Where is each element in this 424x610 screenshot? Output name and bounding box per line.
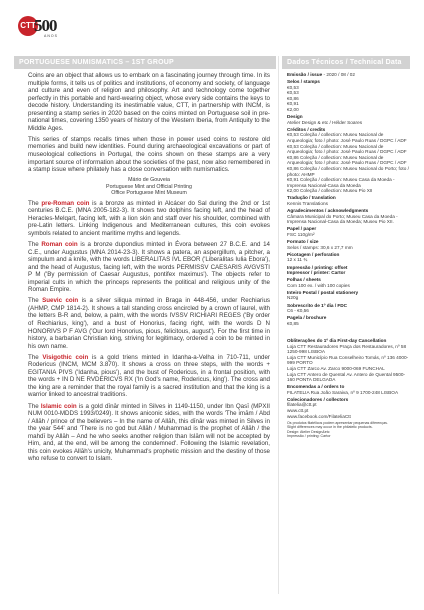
intro-paragraph-2: This series of stamps recalls times when those in power used coins to restore old memories and build new identities. Found during archaeological excavations or part of museological collections in Portugal, the coins shown on these stamps are a very important source of information about the societies of the past, now also remembered in a stamp issue where philately has a close conversation with numismatics. (28, 135, 270, 174)
coin-paragraph-islamic: The Islamic coin is a gold dīnār minted in Silves in 1149-1150, under Ibn Qasī (MPXII NUM 0010-MDDS 1993/0249). It shows aniconic sides, with the words 'The imām / Abd / Allāh / prince of the believers – In the name of Allāh, this dīnār was minted in Silves in the year 544' and 'There is no god but Allāh / Muhammad is the prophet of Allāh / the mahdī by Allāh – And he who seeks another religion than Islām will not be accepted by Him, and, at the end, will be among the condemned'. Following the Islamic revelation, this coin evokes Allāh's unicity, Muhammad's prophetic mission and the destiny of those who refuse to convert to Islam. (28, 402, 271, 463)
stamp-value: €0,53 (287, 90, 299, 96)
credit-line: €0,86 Coleção / collection: Museu Nacional do Porto; foto / photo: AHMP (287, 166, 409, 177)
coin-paragraph-suevic: The Suevic coin is a silver siliqua minted in Braga in 448-456, under Rechiarius (AHMP, CMP 1814-2). It shows a tall standing cross encircled by a crown of laurel, with the letters B-R and, below, a palm, with the words IVSSV RICHIARI REGES ('By order of Rechiarius, king'), and a bust of Honorius, facing right, with the words D N HONORIVS P F AVG ('Our lord Honorius, pious, felicitous, august'). For the first time in history, a barbarian Christian king, striving for legitimacy, ordered a coin to be minted in his own name. (28, 297, 270, 350)
credit-line: €0,53 Coleção / collection: Museu Nacional de Arqueologia; foto / photo: José Paulo Ruas / DGPC / ADF (287, 143, 407, 155)
logo-suffix: ANOS (44, 34, 58, 38)
coin-name: Suevic coin (42, 297, 79, 305)
shop-address: Loja CTT Restauradores Praça dos Restauradores, nº 58 1250-998 LISBOA (287, 343, 407, 355)
coin-name: Visigothic coin (42, 353, 89, 361)
section-title: PORTUGUESE NUMISMATICS – 1ST GROUP (19, 59, 174, 66)
sheets: Folhas / sheets Com 100 ex. / with 100 copies (287, 277, 350, 288)
coin-name: Roman coin (41, 241, 78, 249)
article-column (28, 72, 270, 466)
size: Formato / size Selos / stamps: 30,6 x 27,7 mm (287, 239, 353, 250)
credit-line: €0,91 Coleção / collection: Museu Casa da Moeda - Imprensa Nacional-Casa da Moeda (287, 177, 395, 188)
column-divider (278, 56, 279, 594)
collectors-email: filatelia@ctt.pt (287, 402, 317, 408)
collectors: Colecionadores / collectors filatelia@ctt.pt www.ctt.pt www.facebook.com/FilateliaCtt (287, 397, 409, 419)
collectors-website: www.ctt.pt (287, 408, 309, 414)
stamp-value: €2,00 (287, 107, 299, 113)
postal-stationery: Inteiro Postal / postal stationery N20g (287, 289, 359, 301)
credit-line: €2,00 Coleção / collection: Museu Pio XII (287, 188, 373, 194)
left-header-band (14, 56, 276, 69)
coin-name: pre-Roman coin (41, 199, 90, 207)
perforation: Picotagem / perforation 12 x 11 ¾ (287, 251, 340, 263)
fdc: Sobrescrito de 1º dia / FDC C6 - €0,56 (287, 302, 348, 314)
signature-name: Mário de Gouveia (128, 177, 170, 184)
right-header-band (282, 56, 410, 69)
stamps-list: Selos / stamps €0,53 €0,53 €0,86 €0,91 €2,00 (287, 79, 409, 113)
orders: Encomendas a / orders to FILATELIA Rua João Saraiva, nº 9 1700-248 LISBOA (287, 384, 399, 395)
ctt-500-anos-logo (18, 16, 64, 40)
coin-name: Islamic coin (40, 402, 77, 410)
coin-paragraph-pre-roman: The pre-Roman coin is a bronze as minted in Alcácer do Sal during the 2nd or 1st centuries B.C.E. (MNA 2005-182-3). It shows two dolphins facing left, and the head of Heracles-Melqart, facing left, with a lion skin and staff over his shoulder, combined with pre-Latin letters. Linking Indigenous and Mediterranean cultures, this coin evokes symbols related to ancient maritime myths and legends. (28, 199, 270, 238)
stamp-value: €0,86 (287, 95, 299, 101)
logo-number: 500 (34, 16, 57, 35)
technical-data-column (287, 72, 409, 440)
intro-paragraph-1: Coins are an object that allows us to embark on a fascinating journey through time. In its multiple forms, it tells us of politics and institutions, of economy and society, of language and culture and even of religion and philosophy. Art and technology come together perfectly in this portable and hard-wearing object, whose every side contains the keys to decode history. Understanding its inestimable value, CTT, in partnership with INCM, is presenting a stamp series in 2020 based on the coins minted on Portuguese soil in pre-national times, covering 1350 years of history of the Western Iberia, from Antiquity to the Middle Ages. (28, 72, 270, 132)
credit-line: €0,86 Coleção / collection: Museu Nacional de Arqueologia; foto / photo: José Paulo Ruas / DGPC / ADF (287, 154, 407, 166)
signature-role-1: Portuguese Mint and Official Printing (106, 183, 192, 190)
brochure: Pagela / brochure €0,85 (287, 315, 327, 326)
design: Design Atelier Design & etc / Hélder Soares (287, 114, 363, 125)
coin-paragraph-visigothic: The Visigothic coin is a gold triens minted in Idanha-a-Velha in 710-711, under Rodericus (INCM, MCM 3.870). It shows a cross on three steps, with the words + EGITANIA PIVS ('Idanha, pious'), and the bust of Rodericus, in a frontal position, with the words + IN D NE RVDERICVS RX ('In God's name, Rodericus, king'). The cross and the king are a reminder that the royal family is a sacred institution and that the king is a warrior linked to ancestral traditions. (28, 353, 270, 399)
signature-block (28, 177, 270, 196)
signature-role-2: Office Portuguese Mint Museum (111, 189, 187, 196)
printing: Impressão / printing: offset Impressor / printer: Cartor (287, 264, 348, 276)
emission: Emissão / issue - 2020 / 08 / 02 (287, 72, 356, 77)
shop-address: Loja CTT Zarco Av. Zarco 9000-069 FUNCHAL (287, 365, 385, 371)
paper: Papel / paper FSC 110g/m² (287, 226, 317, 238)
collectors-facebook: www.facebook.com/FilateliaCtt (287, 413, 351, 419)
credits: Créditos / credits €0,53 Coleção / collection: Museu Nacional de Arqueologia; foto / photo: José Paulo Ruas / DGPC / ADF €0,53 Coleção / collection: Museu Nacional de Arqueologia; foto / photo: José Paulo Ruas / DGPC / ADF €0,86 Coleção / collection: Museu Nacional de Arqueologia; foto / photo: José Paulo Ruas / DGPC / ADF €0,86 Coleção / collection: Museu Nacional do Porto; foto / photo: AHMP €0,91 Coleção / collection: Museu Casa da Moeda - Imprensa Nacional-Casa da Moeda €2,00 Coleção / collection: Museu Pio XII (287, 126, 409, 194)
ctt-badge: CTT (18, 16, 38, 36)
acknowledgments: Agradecimentos / acknowledgments Câmara Municipal do Porto; Museu Casa da Moeda - Imprensa Nacional-Casa da Moeda; Museu Pio XII. (287, 208, 398, 225)
shop-address: Loja CTT Antero de Quental Av. Antero de Quental 9500-160 PONTA DELGADA (287, 371, 406, 383)
stamp-value: €0,91 (287, 101, 299, 107)
coin-paragraph-roman: The Roman coin is a bronze dupondius minted in Évora between 27 B.C.E. and 14 C.E., under Augustus (MNA 2014-23-3). It shows a patera, an aspergillum, a pitcher, a simpulum and a knife, with the words LIBERALITAS IVL EBOR ('Liberalitas Iulia Ebora'), and the head of Augustus, facing left, with the words PERMISSV CAESARIS AVGVSTI P M ('By permission of Caesar Augustus, pontifex maximus'). The objects refer to imperial cults in which the princeps represents the political and religious unity of the Roman Empire. (28, 241, 270, 294)
credit-line: €0,53 Coleção / collection: Museu Nacional de Arqueologia; foto / photo: José Paulo Ruas / DGPC / ADF (287, 132, 407, 144)
stamp-value: €0,53 (287, 84, 299, 90)
shop-address: Loja CTT Município Rua Conselheiro Tomás, nº 136 4000-999 PORTO (287, 354, 409, 366)
technical-data-title: Dados Técnicos / Technical Data (287, 59, 402, 66)
first-day-cancellation: Obliterações do 1º dia First-day Cancellation Loja CTT Restauradores Praça dos Restauradores, nº 58 1250-998 LISBOA Loja CTT Município Rua Conselheiro Tomás, nº 136 4000-999 PORTO Loja CTT Zarco Av. Zarco 9000-069 FUNCHAL Loja CTT Antero de Quental Av. Antero de Quental 9500-160 PONTA DELGADA (287, 337, 409, 383)
translation: Tradução / translation Kennis Translations (287, 195, 336, 207)
footer-notes: Os produtos filatélicos podem apresentar pequenas diferenças. Slight differences may occur in the philatelic products. Design: Atelier Design&etc Impressão / printing: Cartor (287, 420, 388, 438)
